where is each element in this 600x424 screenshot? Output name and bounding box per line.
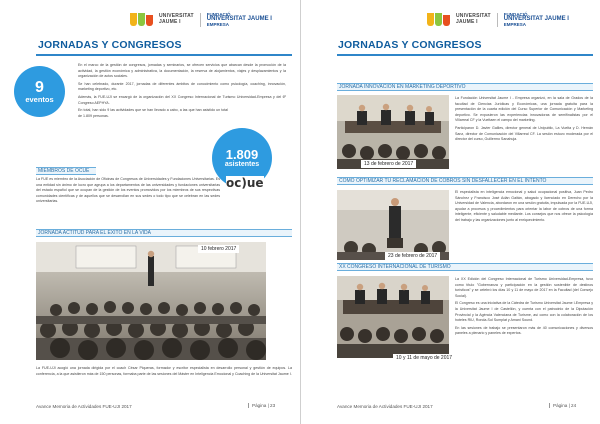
uji-logo-icon [427, 13, 450, 26]
footer-text: Avance Memoria de Actividades FUE-UJI 2017 [337, 404, 433, 409]
title-rule [337, 54, 593, 56]
title-rule [36, 54, 292, 56]
uji-logo-icon [130, 13, 153, 26]
section-header-actitud: JORNADA ACTITUD PARA EL ÉXITO EN LA VIDA [36, 229, 292, 237]
ocue-logo: oc)ue [226, 176, 264, 190]
page-number: Página | 23 [248, 403, 275, 408]
turismo-photo-caption: 10 y 11 de mayo de 2017 [393, 354, 455, 362]
attendees-label: asistentes [224, 161, 260, 168]
section-header-cobros: CÓMO OPTIMIZAR TU RECLAMACIÓN DE COBROS SIN DESFALLECER EN EL INTENTO [337, 177, 593, 185]
section-header-marketing: JORNADA INNOVACIÓN EN MARKETING DEPORTIVO [337, 83, 593, 91]
photo-caption: 10 febrero 2017 [198, 245, 239, 253]
conference-photo [36, 242, 266, 360]
uni-name-line2: JAUME I [456, 18, 478, 25]
uni-name-line1: UNIVERSITAT [159, 13, 194, 19]
actitud-text: La FUE-UJI acogió una jornada dirigida por el coach César Piqueras, formador y escritor especialista en desarrollo personal y gestión de equipos. La conferencia, a la que asistieron más de 150 personas, formaba parte de las sesiones del Máster en Inteligencia Emocional y Coaching de la Universitat Jaume I. [36, 366, 292, 376]
marketing-photo [337, 95, 449, 169]
events-badge [14, 66, 65, 117]
marketing-photo-caption: 13 de febrero de 2017 [361, 160, 416, 168]
cobros-photo [337, 190, 449, 260]
intro-text: En el marco de la gestión de congresos, jornadas y seminarios, se ofrecen servicios que abarcan desde la promoción de la actividad, la gestión económica y administrativa, la documentación, la reserva de alojamientos, viajes y desplazamientos y la organización de actos sociales. Se han celebrado, durante 2017, jornadas de diferentes ámbitos de conocimiento como psicología, coaching, innovación, marketing deportivo, etc. Además, la FUE-UJI se encargó de la organización del XX Congreso Internacional de Turismo Universidad-Empresa y del 6º Congreso AEPHYA. En total, han sido 9 las actividades que se han llevado a cabo, a las que han asistido un total de 1.809 personas. [78, 63, 286, 118]
page-number: Página | 24 [549, 403, 576, 408]
footer-text: Avance Memoria de Actividades FUE-UJI 2017 [36, 404, 132, 409]
cobros-text: El especialista en inteligencia emocional y salud ocupacional positiva, Juan Pedro Sánchez y Francisco José Adán Gaitán, abogado y licenciado en Derecho por la Universidad de Valencia, abordaron en una sesión gratuita, impulsada por la FUE-UJI, ayudar a procesos y procedimientos para orientar la labor de cobros de una forma inteligente, eficiente y saludable mediante. Los consejos que nos ofrece la psicología del trabajo y las organizaciones junto al enriquecimiento. [455, 190, 593, 222]
header-logos [130, 12, 272, 27]
fue-logo: FUNDACIÓ UNIVERSITAT JAUME I EMPRESA [206, 12, 272, 27]
section-header-turismo: XX CONGRESO INTERNACIONAL DE TURISMO [337, 263, 593, 271]
fue-logo: FUNDACIÓ UNIVERSITAT JAUME I EMPRESA [503, 12, 569, 27]
ocue-text: La FUE es miembro de la Asociación de Oficinas de Congresos de Universidades y Fundaciones Universitarias. Es una entidad sin ánimo de lucro que agrupa a los departamentos de las universidades y fundaciones universitarias del estado español que se ocupan de la gestión de los eventos promovidos por los miembros de sus respectivas comunidades científicas y de aquellos que se desarrollan en sus sedes o todo tipo que se celebran en las sedes universitarias. [36, 177, 220, 204]
right-page [300, 0, 600, 424]
attendees-number: 1.809 [225, 147, 259, 162]
uni-name-line1: UNIVERSITAT [456, 13, 491, 19]
turismo-photo [337, 276, 449, 358]
ocue-section-header: MIEMBROS DE OCUE [36, 167, 96, 175]
page-title: JORNADAS Y CONGRESOS [338, 39, 482, 51]
page-title: JORNADAS Y CONGRESOS [38, 39, 182, 51]
events-number: 9 [35, 78, 44, 96]
cobros-photo-caption: 23 de febrero de 2017 [385, 252, 440, 260]
uni-name-line2: JAUME I [159, 18, 181, 25]
marketing-text: La Fundación Universitat Jaume I - Empresa organizó, en la sala de Grados de la facultad de Ciencias Jurídicas y Económicas, una jornada gratuita para la presentación de la cuarta edición del Curso Superior de Comunicación y Marketing deportivo. Se expusieron las experiencias innovadoras de semifinalistas por el Villarreal CF y la Vueltaen el campo del marketing. Participaron D. Javier Galiles, director general de Unipublic, La Vuelta y D. Hernán Sanz, director de Comunicación del Villarreal CF. La sesión estuvo moderada por el director del curso, Guillermo Sanahuja. [455, 96, 593, 142]
turismo-text: La XX Edición del Congreso Internacional de Turismo Universidad-Empresa, tuvo como título "Gobernanza y participación en la gestión sostenible de destinos turísticos" y se celebró los días 10 y 11 de mayo de 2017 en la Facultad (del Consejo Social). El Congreso es una iniciativa de la Cátedra de Turismo Universitat Jaume I-Empresa y la Universitat Jaume I de Castellón, y cuenta con el patrocinio de la Diputación Provincial y la Agència Valenciana de Turisme, así como con la colaboración de los hoteles RIU, Ronda-Sol Sumplat y Amani Sound. En las sesiones de trabajo se presentaron más de 40 comunicaciones y diversos paneles a plenario y paneles de expertos. [455, 277, 593, 336]
events-label: eventos [25, 94, 54, 104]
header-logos [427, 12, 569, 27]
